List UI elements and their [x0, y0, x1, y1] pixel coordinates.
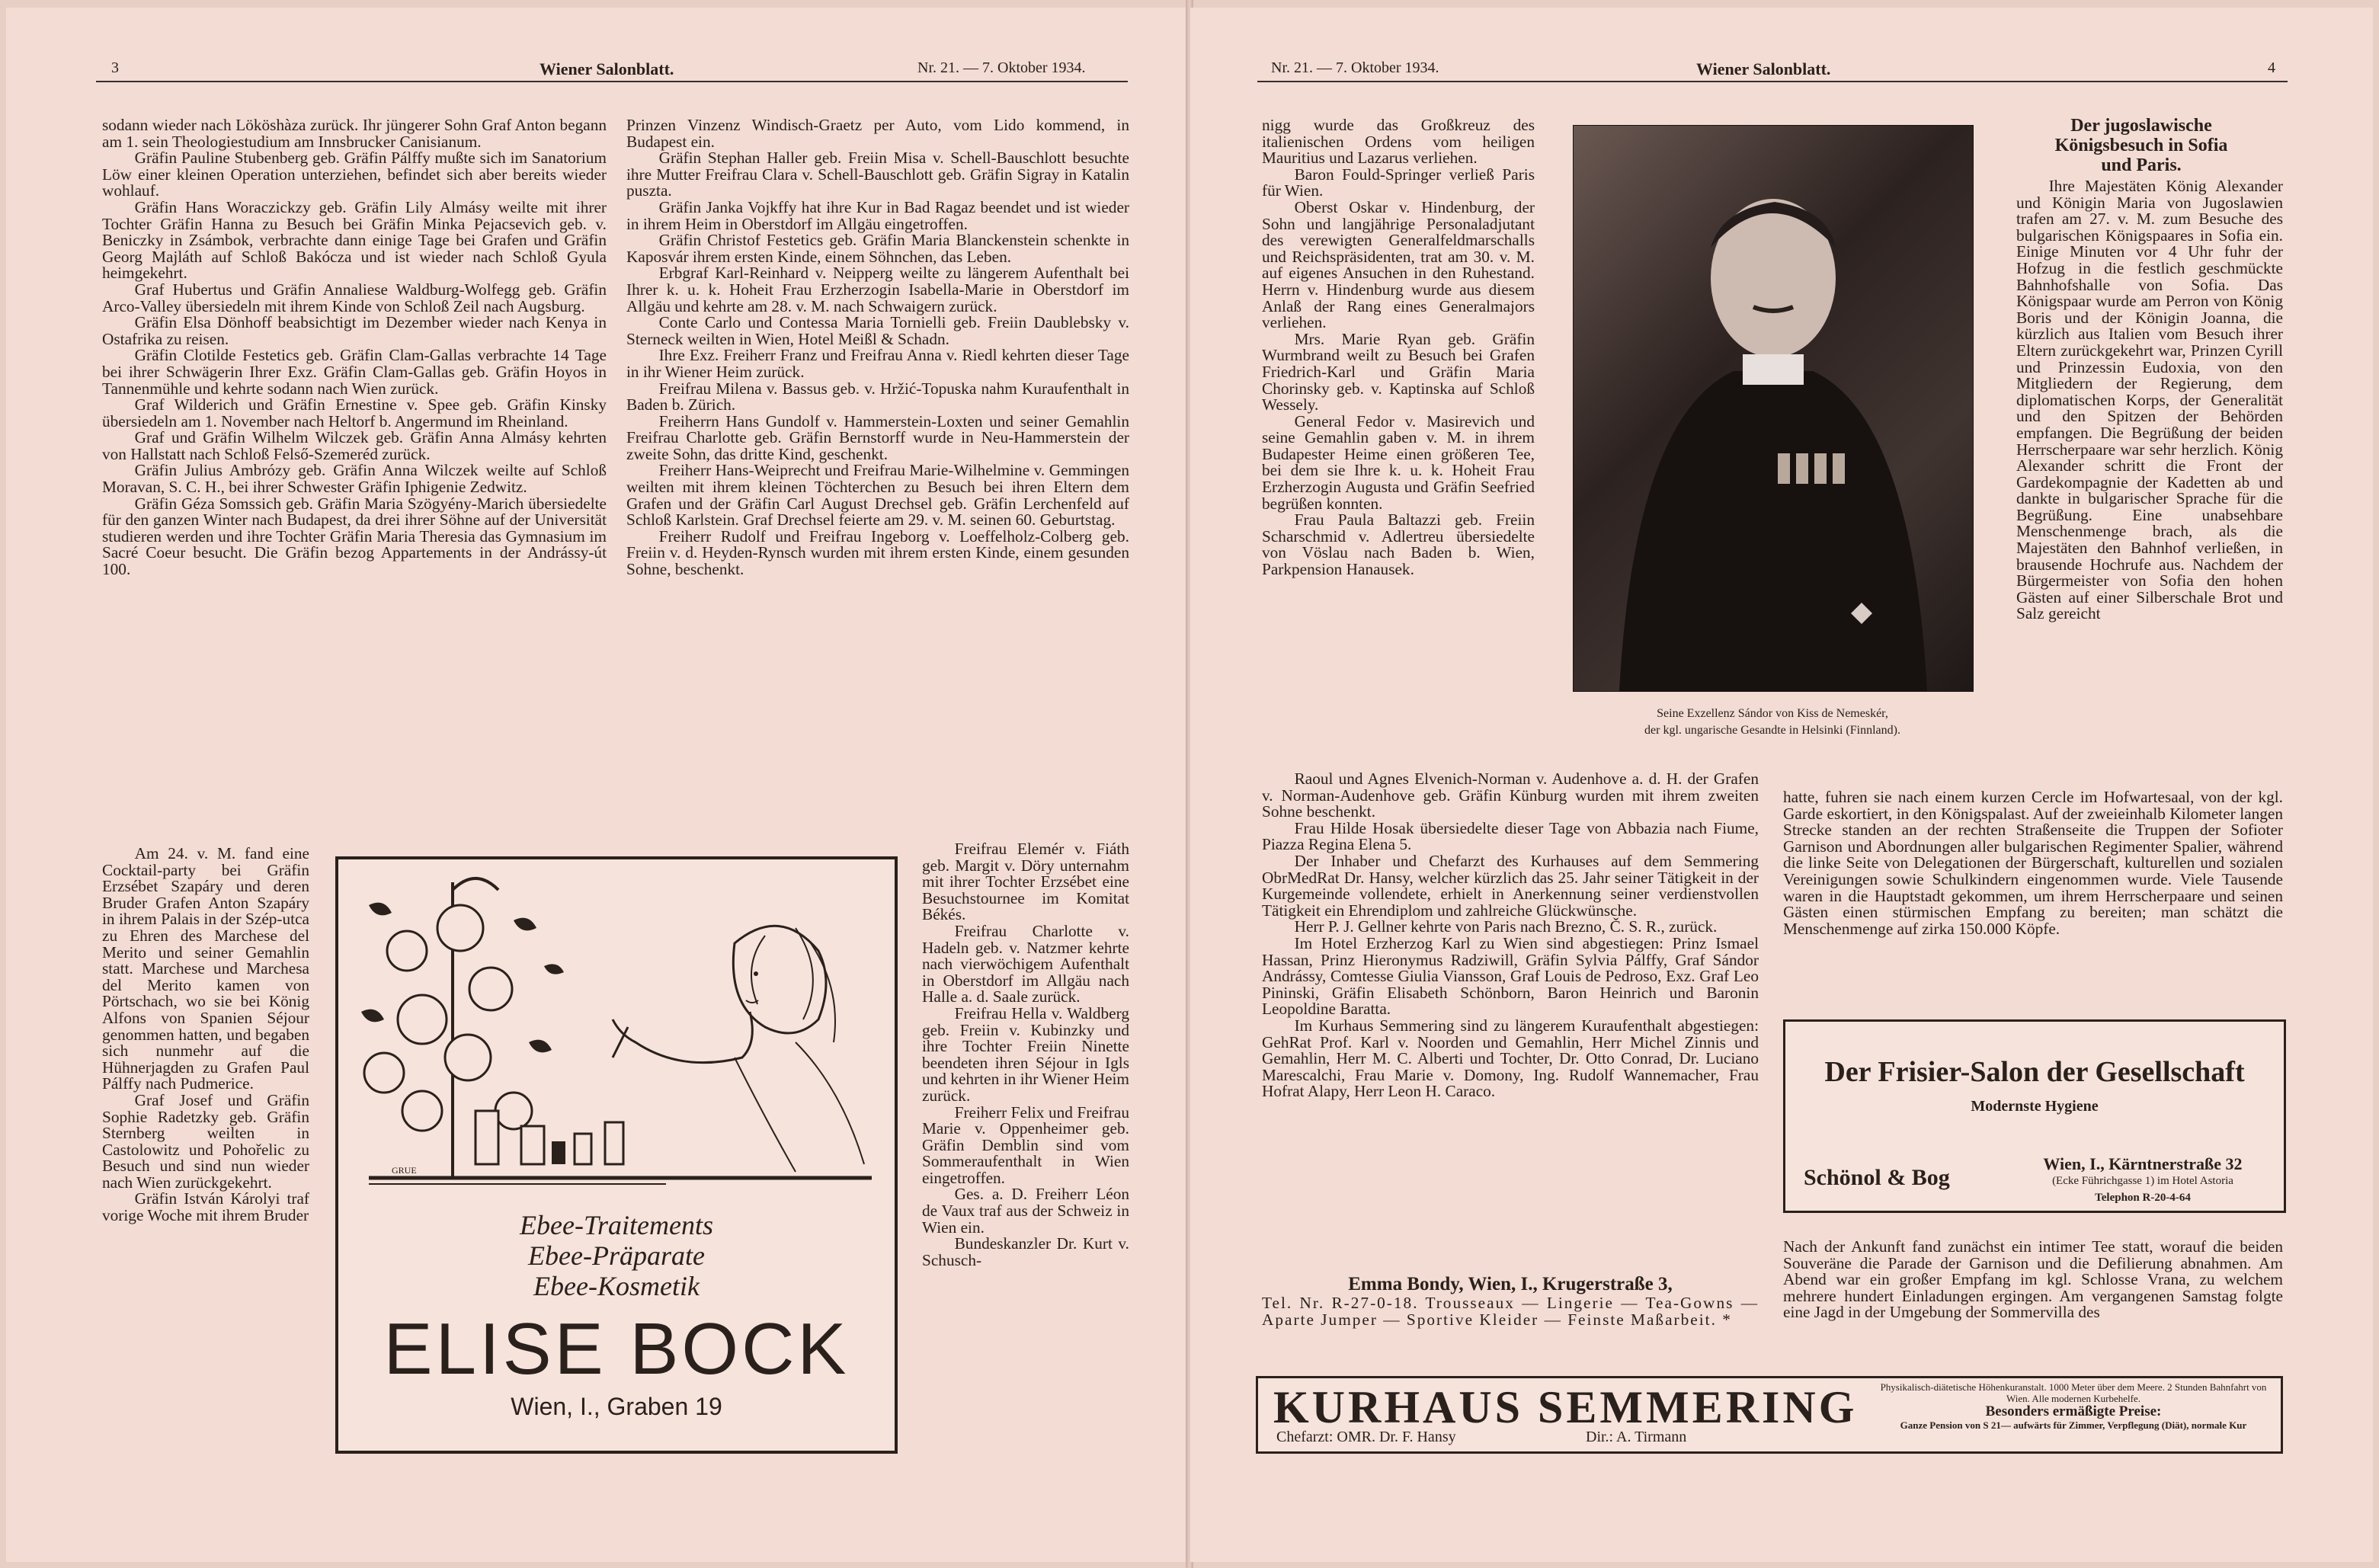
frisier-firm: Schönol & Bog	[1804, 1165, 1950, 1190]
paragraph: Freifrau Elemér v. Fiáth geb. Margit v. Döry unternahm mit ihrer Tochter Erzsébet eine Besuchstournee im Komitat Békés.	[922, 840, 1129, 924]
paragraph: Gräfin Hans Woraczickzy geb. Gräfin Lily Almásy weilte mit ihrer Tochter Gräfin Hanna zu Besuch bei Gräfin Minka Pejacsevich geb. v. Beniczky in Zsámbok, verbrachte dann einige Tage bei Grafen und Gräfin Georg Majláth auf Schloß Bakócza und ist wieder nach Schloß Gyula heimgekehrt.	[102, 197, 607, 283]
illustration-signature: GRUE	[392, 1165, 417, 1176]
article-end-text: Nach der Ankunft fand zunächst ein intimer Tee statt, worauf die beiden Souveräne die Parade der Garnison und die Defilierung abnahmen. Am Abend war ein großer Empfang im kgl. Schlosse Vrana, zu welchem mehrere hundert Einladungen ergingen. Am vergangenen Samstag folgte eine Jagd in der Umgebung der Sommervilla des	[1783, 1237, 2283, 1322]
paragraph: Graf und Gräfin Wilhelm Wilczek geb. Gräfin Anna Almásy kehrten von Hallstatt nach Schloß Felső-Szemeréd zurück.	[102, 428, 607, 463]
paragraph: Der Inhaber und Chefarzt des Kurhauses auf dem Semmering ObrMedRat Dr. Hansy, welcher kürzlich das 25. Jahr seiner Tätigkeit in der Kurgemeinde vollendete, erhielt in Anerkennung seiner verdienstvollen Tätigkeit ein Ehrendiplom und zahlreiche Glückwünsche.	[1262, 851, 1759, 920]
paragraph: Gräfin Géza Somssich geb. Gräfin Maria Szögyény-Marich übersiedelte für den ganzen Winter nach Budapest, da drei ihrer Söhne auf der Universität studieren werden und ihre Tochter Gräfin Maria Theresia das Gymnasium im Sacré Coeur besucht. Die Gräfin bezog Appartements in der Andrássy-út 100.	[102, 494, 607, 579]
elise-bock-ad	[335, 856, 898, 1454]
article-title	[2001, 116, 2281, 175]
left-issue: Nr. 21. — 7. Oktober 1934.	[917, 59, 1086, 76]
frisier-address-2: (Ecke Führichgasse 1) im Hotel Astoria	[2052, 1175, 2233, 1187]
paragraph: Erbgraf Karl-Reinhard v. Neipperg weilte zu längerem Aufenthalt bei Ihrer k. u. k. Hoheit Frau Erzherzogin Isabella-Marie in Oberstdorf im Allgäu und kehrte am 28. v. M. nach Schwaigern zurück.	[626, 264, 1129, 315]
paragraph: nigg wurde das Großkreuz des italienischen Ordens vom heiligen Mauritius und Lazarus verliehen.	[1262, 116, 1535, 168]
article-title-1: Der jugoslawische	[2070, 116, 2212, 136]
article-column	[2016, 178, 2283, 622]
elise-line-3: Ebee-Kosmetik	[533, 1271, 700, 1301]
paragraph: Raoul und Agnes Elvenich-Norman v. Audenhove a. d. H. der Grafen v. Norman-Audenhove geb. Gräfin Künburg wurden mit ihrem zweiten Sohne beschenkt.	[1262, 770, 1759, 821]
kurhaus-info-block	[1874, 1381, 2273, 1431]
bondy-body-text: Tel. Nr. R-27-0-18. Trousseaux — Lingerie — Tea-Gowns — Aparte Jumper — Sportive Kleider — Feinste Maßarbeit.	[1262, 1294, 1759, 1329]
right-page-number: 4	[2268, 59, 2275, 76]
paragraph: Conte Carlo und Contessa Maria Tornielli geb. Freiin Daublebsky v. Sterneck weilten in Wien, Hotel Meißl & Schadn.	[626, 313, 1129, 348]
frisier-address: Wien, I., Kärntnerstraße 32	[2043, 1154, 2243, 1173]
bondy-ad	[1262, 1274, 1759, 1328]
kurhaus-info: Physikalisch-diätetische Höhenkuranstalt. 1000 Meter über dem Meere. 2 Stunden Bahnfahrt von Wien. Alle modernen Kurbehelfe.	[1880, 1381, 2267, 1404]
paragraph: Baron Fould-Springer verließ Paris für Wien.	[1262, 165, 1535, 200]
kurhaus-chefarzt: Chefarzt: OMR. Dr. F. Hansy	[1276, 1429, 1456, 1445]
paragraph: Freifrau Charlotte v. Hadeln geb. v. Natzmer kehrte nach vierwöchigem Aufenthalt in Oberstdorf im Allgäu nach Halle a. d. Saale zurück.	[922, 921, 1129, 1006]
right-header-rule	[1257, 81, 2288, 82]
paragraph: Gräfin István Károlyi traf vorige Woche mit ihrem Bruder	[102, 1189, 309, 1225]
paragraph: Prinzen Vinzenz Windisch-Graetz per Auto, vom Lido kommend, in Budapest ein.	[626, 116, 1129, 151]
paragraph: Freifrau Hella v. Waldberg geb. Freiin v. Kubinzky und ihre Tochter Freiin Ninette beendeten ihren Séjour in Igls und kehrten in ihr Wiener Heim zurück.	[922, 1003, 1129, 1105]
caption-line-1: Seine Exzellenz Sándor von Kiss de Nemeskér,	[1657, 707, 1888, 720]
paragraph: Freifrau Milena v. Bassus geb. v. Hržić-Topuska nahm Kuraufenthalt in Baden b. Zürich.	[626, 379, 1129, 414]
elise-address: Wien, I., Graben 19	[511, 1393, 722, 1420]
paragraph: Gräfin Janka Vojkffy hat ihre Kur in Bad Ragaz beendet und ist wieder in ihrem Heim in Oberstdorf im Allgäu eingetroffen.	[626, 197, 1129, 233]
kurhaus-name: KURHAUS SEMMERING	[1273, 1382, 1858, 1432]
paragraph: General Fedor v. Masirevich und seine Gemahlin gaben v. M. in ihrem Budapester Heime einen größeren Tee, bei dem sie Ihre k. u. k. Hoheit Frau Erzherzogin Augusta und Gräfin Seefried begrüßen konnten.	[1262, 411, 1535, 513]
paragraph: Im Hotel Erzherzog Karl zu Wien sind abgestiegen: Prinz Ismael Hassan, Prinz Hieronymus Radziwill, Gräfin Sylvia Pálffy, Graf Sándor Andrássy, Comtesse Giulia Viansson, Graf Louis de Pedroso, Exz. Graf Leo Pininski, Gräfin Elisabeth Schönborn, Baron Heinrich und Baronin Leopoldine Baratta.	[1262, 933, 1759, 1019]
paragraph: Frau Hilde Hosak übersiedelte dieser Tage von Abbazia nach Fiume, Piazza Regina Elena 5.	[1262, 818, 1759, 854]
paragraph: Am 24. v. M. fand eine Cocktail-party bei Gräfin Erzsébet Szapáry und deren Bruder Grafen Anton Szapáry in ihrem Palais in der Szép-utca zu Ehren des Marchese del Merito und seiner Gemahlin statt. Marchese und Marchesa del Merito kamen von Pörtschach, wo sie bei König Alfons von Spanien Séjour genommen hatten, und begaben sich nunmehr auf die Hühnerjagden zu Grafen Paul Pálffy nach Pudmerice.	[102, 844, 309, 1093]
right-column-1-wide	[1262, 771, 1759, 1100]
bondy-mark: *	[1722, 1310, 1732, 1329]
paragraph: Im Kurhaus Semmering sind zu längerem Kuraufenthalt abgestiegen: GehRat Prof. Karl v. Noorden und Gemahlin, Herr Michel Zinnis und Gemahlin, Herr M. C. Alberti und Tochter, Dr. Otto Conrad, Dr. Luciano Marescalchi, Frau Marie v. Domony, Ing. Rudolf Wannemacher, Frau Hofrat Alapy, Herr Leon H. Caraco.	[1262, 1016, 1759, 1101]
elise-line-2: Ebee-Präparate	[528, 1240, 705, 1271]
caption-line-2: der kgl. ungarische Gesandte in Helsinki (Finnland).	[1644, 724, 1900, 737]
portrait-figure	[1574, 126, 1973, 691]
frisier-phone: Telephon R-20-4-64	[2095, 1192, 2191, 1204]
left-column-2	[626, 117, 1129, 578]
kurhaus-ad	[1256, 1376, 2283, 1454]
bondy-head: Emma Bondy, Wien, I., Krugerstraße 3,	[1348, 1274, 1673, 1294]
paragraph: Graf Josef und Gräfin Sophie Radetzky geb. Gräfin Sternberg weilten in Castolowitz und Pohořelic zu Besuch und sind nun wieder nach Wien zurückgekehrt.	[102, 1090, 309, 1192]
article-title-2: Königsbesuch in Sofia	[2054, 136, 2228, 155]
paragraph: Herr P. J. Gellner kehrte von Paris nach Brezno, Č. S. R., zurück.	[1294, 917, 1718, 936]
paragraph: Gräfin Clotilde Festetics geb. Gräfin Clam-Gallas verbrachte 14 Tage bei ihrer Schwägerin Ihrer Exz. Gräfin Clam-Gallas geb. Gräfin Hoyos in Tannenmühle und kehrte sodann nach Wien zurück.	[102, 346, 607, 398]
right-issue: Nr. 21. — 7. Oktober 1934.	[1271, 59, 1439, 76]
frisier-title: Der Frisier-Salon der Gesellschaft	[1824, 1056, 2245, 1088]
kurhaus-prices: Ganze Pension von S 21— aufwärts für Zimmer, Verpflegung (Diät), normale Kur	[1900, 1419, 2247, 1431]
right-column-1	[1262, 117, 1535, 578]
paragraph: Ihre Exz. Freiherr Franz und Freifrau Anna v. Riedl kehrten dieser Tage in ihr Wiener Heim zurück.	[626, 346, 1129, 381]
paragraph: Freiherr Rudolf und Freifrau Ingeborg v. Loeffelholz-Colberg geb. Freiin v. d. Heyden-Rynsch wurden mit ihrem ersten Kinde, einem gesunden Sohne, beschenkt.	[626, 526, 1129, 579]
paragraph: Gräfin Julius Ambrózy geb. Gräfin Anna Wilczek weilte auf Schloß Moravan, S. C. H., bei ihrer Schwester Gräfin Iphigenie Zedwitz.	[102, 461, 607, 497]
paragraph: Mrs. Marie Ryan geb. Gräfin Wurmbrand weilt zu Besuch bei Grafen Friedrich-Karl und Gräfin Maria Chorinsky geb. v. Kaptinska auf Schloß Wessely.	[1262, 329, 1535, 414]
paragraph: Gräfin Stephan Haller geb. Freiin Misa v. Schell-Bauschlott besuchte ihre Mutter Freifrau Clara v. Schell-Bauschlott geb. Gräfin Sigray in Katalin puszta.	[626, 149, 1129, 200]
paragraph: Ges. a. D. Freiherr Léon de Vaux traf aus der Schweiz in Wien ein.	[922, 1185, 1129, 1237]
bondy-body	[1262, 1295, 1759, 1328]
paragraph: Gräfin Christof Festetics geb. Gräfin Maria Blanckenstein schenkte in Kaposvár ihrem ersten Kinde, einem Söhnchen, das Leben.	[626, 231, 1129, 266]
paragraph: Frau Paula Baltazzi geb. Freiin Scharschmid v. Adlertreu übersiedelte von Vöslau nach Baden b. Wien, Parkpension Hanausek.	[1262, 510, 1535, 579]
elise-ad-lines	[338, 1210, 895, 1301]
left-masthead: Wiener Salonblatt.	[540, 59, 674, 78]
kurhaus-dir: Dir.: A. Tirmann	[1586, 1429, 1687, 1445]
frisier-subtitle: Modernste Hygiene	[1971, 1098, 2099, 1115]
elise-line-1: Ebee-Traitements	[520, 1210, 713, 1240]
paragraph: Graf Wilderich und Gräfin Ernestine v. Spee geb. Gräfin Kinsky übersiedeln am 1. November nach Heltorf b. Angermund im Rheinland.	[102, 395, 607, 430]
article-wide	[1783, 789, 2283, 937]
left-column-1-narrow	[102, 846, 309, 1224]
paragraph: Freiherr Hans-Weiprecht und Freifrau Marie-Wilhelmine v. Gemmingen weilten mit ihrem kleinen Töchterchen zu Besuch bei ihren Eltern dem Grafen und der Gräfin Carl August Drechsel geb. Gräfin Lerchenfeld auf Schloß Karlstein. Graf Drechsel feierte am 29. v. M. seinen 60. Geburtstag.	[626, 461, 1129, 530]
portrait-photo	[1573, 125, 1974, 692]
paragraph: Freiherr Felix und Freifrau Marie v. Oppenheimer geb. Gräfin Demblin sind vom Sommeraufenthalt in Wien eingetroffen.	[922, 1102, 1129, 1187]
left-header-rule	[96, 81, 1128, 82]
paragraph: sodann wieder nach Lököshàza zurück. Ihr jüngerer Sohn Graf Anton begann am 1. sein Theologiestudium am Innsbrucker Canisianum.	[102, 116, 607, 151]
paragraph: Freiherrn Hans Gundolf v. Hammerstein-Loxten und seiner Gemahlin Freifrau Charlotte geb. Gräfin Bernstorff wurde in Neu-Hammerstein der zweite Sohn, das dritte Kind, geschenkt.	[626, 411, 1129, 463]
paragraph: Graf Hubertus und Gräfin Annaliese Waldburg-Wolfegg geb. Gräfin Arco-Valley übersiedeln mit ihrem Kinde von Schloß Zeil nach Augsburg.	[102, 280, 607, 315]
frisier-address-block	[2017, 1156, 2269, 1206]
left-column-2-narrow	[922, 841, 1129, 1269]
paragraph: Bundeskanzler Dr. Kurt v. Schusch-	[922, 1234, 1129, 1269]
paragraph: Gräfin Elsa Dönhoff beabsichtigt im Dezember wieder nach Kenya in Ostafrika zu reisen.	[102, 313, 607, 348]
paragraph: Gräfin Pauline Stubenberg geb. Gräfin Pálffy mußte sich im Sanatorium Löw einer kleinen Operation unterziehen, befindet sich aber bereits wieder wohlauf.	[102, 149, 607, 200]
article-title-3: und Paris.	[2101, 155, 2182, 175]
frisier-salon-ad	[1783, 1019, 2286, 1213]
left-page-number: 3	[111, 59, 119, 76]
article-end	[1783, 1239, 2283, 1321]
photo-caption	[1570, 706, 1975, 739]
elise-brand: ELISE BOCK	[383, 1308, 850, 1390]
right-masthead: Wiener Salonblatt.	[1696, 59, 1831, 78]
article-text: Ihre Majestäten König Alexander und Königin Maria von Jugoslawien trafen am 27. v. M. zum Besuche des bulgarischen Königspaares in Sofia ein. Einige Minuten vor 4 Uhr fuhr der Hofzug in die festlich geschmückte Bahnhofshalle von Sofia. Das Königspaar wurde am Perron von König Boris und der Königin Joanna, die kürzlich aus Italien vom Besuch ihrer Eltern zurückgekehrt war, Prinzen Cyrill und Prinzessin Eudoxia, von den Mitgliedern der Regierung, dem diplomatischen Korps, der Generalität und den Spitzen der Behörden empfangen. Die Begrüßung der beiden Herrscherpaare war sehr herzlich. König Alexander schritt die Front der Gardekompagnie der Kadetten ab und dankte in bulgarischer Sprache für die Begrüßung. Eine unabsehbare Menschenmenge brach, als die Majestäten den Bahnhof verließen, in brausende Hochrufe aus. Nachdem der Bürgermeister von Sofia den hohen Gästen auf einer Silberschale Brot und Salz gereicht	[2016, 177, 2283, 623]
left-column-1	[102, 117, 607, 578]
kurhaus-prices-head: Besonders ermäßigte Preise:	[1985, 1403, 2162, 1419]
article-wide-text: hatte, fuhren sie nach einem kurzen Cercle im Hofwartesaal, von der kgl. Garde eskortiert, in den Königspalast. Auf der zweieinhalb Kilometer langen Strecke standen an der rechten Straßenseite die Truppen der Sofioter Garnison und Abordnungen aller bulgarischen Regimenter Spalier, während die linke Seite von Delegationen der Bürgerschaft, kulturellen und sozialen Vereinigungen sowie Schulkindern eingenommen wurde. Viele Tausende waren in die Hauptstadt gekommen, um ihrem Herrscherpaare und seinen Gästen einen stürmischen Empfang zu bereiten; man schätzt die Menschenmenge auf zirka 150.000 Köpfe.	[1783, 788, 2283, 938]
paragraph: Oberst Oskar v. Hindenburg, der Sohn und langjährige Personaladjutant des verewigten Generalfeldmarschalls und Reichspräsidenten, trat am 30. v. M. auf eigenes Ansuchen in den Ruhestand. Herrn v. Hindenburg wurde aus diesem Anlaß der Rang eines Generalmajors verliehen.	[1262, 197, 1535, 332]
